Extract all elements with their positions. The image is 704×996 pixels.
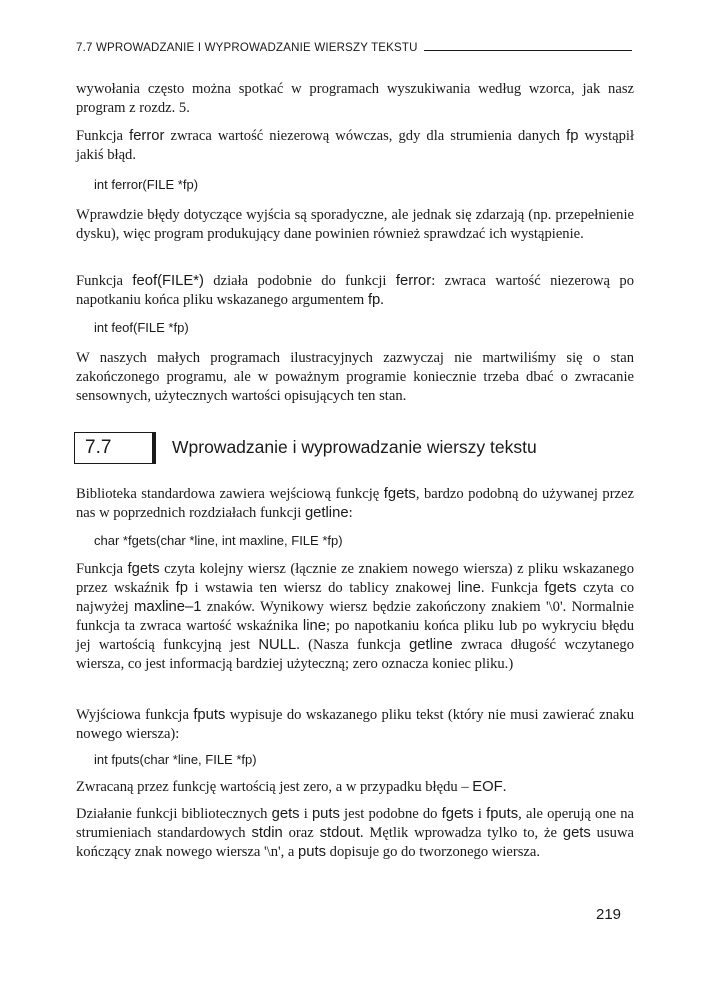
code-feof: int feof(FILE *fp): [94, 320, 189, 335]
paragraph-ferror: Funkcja ferror zwraca wartość niezerową wówczas, gdy dla strumienia danych fp wystąpił jakiś błąd.: [76, 128, 635, 163]
page-number: 219: [596, 906, 622, 923]
section-number: 7.7: [74, 432, 156, 464]
code-fputs: int fputs(char *line, FILE *fp): [94, 752, 257, 767]
paragraph-1: wywołania często można spotkać w programach wyszukiwania według wzorca, jak nasz program z rozdz. 5.: [76, 81, 634, 116]
running-head-rule: [424, 50, 632, 51]
code-fgets: char *fgets(char *line, int maxline, FILE *fp): [94, 533, 343, 548]
paragraph-fgets-intro: Biblioteka standardowa zawiera wejściową funkcję fgets, bardzo podobną do używanej przez nas w poprzednich rozdziałach funkcji getline:: [76, 486, 634, 521]
paragraph-return-value: Zwracaną przez funkcję wartością jest zero, a w przypadku błędu – EOF.: [76, 779, 507, 795]
running-head: [76, 38, 632, 54]
code-ferror: int ferror(FILE *fp): [94, 177, 199, 192]
section-title: Wprowadzanie i wyprowadzanie wierszy tekstu: [172, 437, 537, 457]
paragraph-write-errors: Wprawdzie błędy dotyczące wyjścia są sporadyczne, ale jednak się zdarzają (np. przepełnienie dysku), więc program produkujący dane powinien również sprawdzać ich wystąpienie.: [76, 207, 634, 242]
section-heading: [74, 432, 634, 466]
running-head-text: 7.7 WPROWADZANIE I WYPROWADZANIE WIERSZY TEKSTU: [76, 42, 418, 54]
paragraph-gets-puts: Działanie funkcji bibliotecznych gets i puts jest podobne do fgets i fputs, ale operują one na strumieniach standardowych stdin oraz stdout. Mętlik wprowadza tylko to, że gets usuwa kończący znak nowego wiersza '\n', a puts dopisuje go do tworzonego wiersza.: [76, 806, 635, 860]
paragraph-fputs: Wyjściowa funkcja fputs wypisuje do wskazanego pliku tekst (który nie musi zawierać znaku nowego wiersza):: [76, 707, 634, 742]
paragraph-fgets-desc: Funkcja fgets czyta kolejny wiersz (łącznie ze znakiem nowego wiersza) z pliku wskazanego przez wskaźnik fp i wstawia ten wiersz do tablicy znakowej line. Funkcja fgets czyta co najwyżej maxline–1 znaków. Wynikowy wiersz będzie zakończony znakiem '\0'. Normalnie funkcja ta zwraca wartość wskaźnika line; po napotkaniu końca pliku lub po wykryciu błędu jej wartością funkcyjną jest NULL. (Nasza funkcja getline zwraca długość wczytanego wiersza, co jest informacją bardziej użyteczną; zero oznacza koniec pliku.): [76, 561, 635, 672]
paragraph-exit-status: W naszych małych programach ilustracyjnych zazwyczaj nie martwiliśmy się o stan zakończonego programu, ale w poważnym programie koniecznie trzeba dbać o zwracanie sensownych, użytecznych wartości opisujących ten stan.: [76, 350, 634, 404]
paragraph-feof: Funkcja feof(FILE*) działa podobnie do funkcji ferror: zwraca wartość niezerową po napotkaniu końca pliku wskazanego argumentem fp.: [76, 273, 634, 308]
